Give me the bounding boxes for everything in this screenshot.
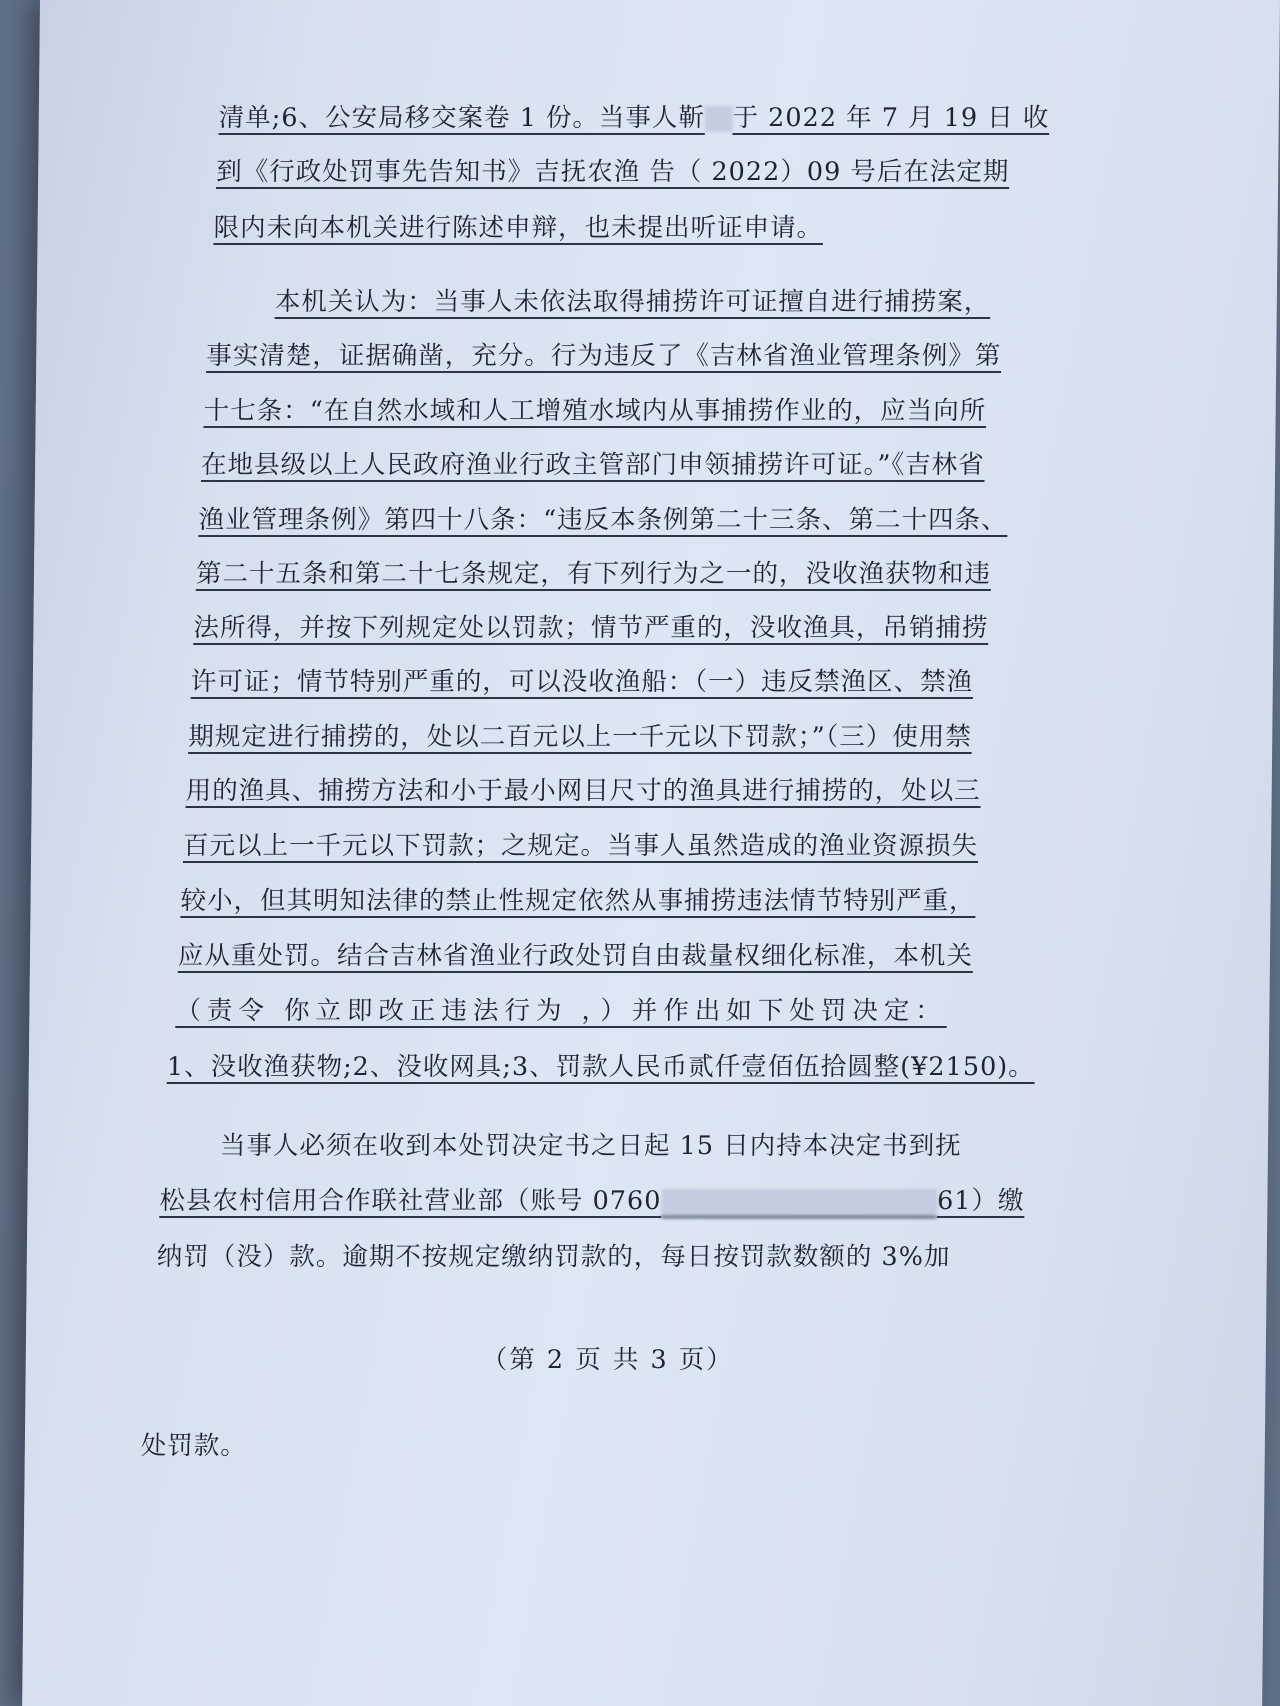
text-line: 用的渔具、捕捞方法和小于最小网目尺寸的渔具进行捕捞的，处以三 bbox=[185, 776, 981, 806]
text-line: 渔业管理条例》第四十八条：“违反本条例第二十三条、第二十四条、 bbox=[198, 505, 1008, 535]
text-line: 到《行政处罚事先告知书》吉抚农渔 告（ 2022）09 号后在法定期 bbox=[216, 157, 1010, 187]
paragraph-first-line: 本机关认为：当事人未依法取得捕捞许可证擅自进行捕捞案， bbox=[274, 287, 991, 317]
penalty-decision-line: 1、没收渔获物;2、没收网具;3、罚款人民币贰仟壹佰伍拾圆整(¥2150)。 bbox=[166, 1052, 1035, 1082]
text-line: 限内未向本机关进行陈述申辩，也未提出听证申请。 bbox=[213, 213, 824, 243]
text-line: 第二十五条和第二十七条规定，有下列行为之一的，没收渔获物和违 bbox=[195, 559, 992, 589]
text-line bbox=[218, 103, 1050, 133]
text-line: 十七条：“在自然水域和人工增殖水域内从事捕捞作业的，应当向所 bbox=[203, 396, 987, 426]
text-line: （责令 你立即改正违法行为 ，）并作出如下处罚决定： bbox=[175, 996, 948, 1026]
text-line: 法所得，并按下列规定处以罚款；情节严重的，没收渔具，吊销捕捞 bbox=[193, 613, 989, 643]
text-line bbox=[159, 1186, 1025, 1216]
text-line: 纳罚（没）款。逾期不按规定缴纳罚款的，每日按罚款数额的 3%加 bbox=[156, 1242, 951, 1272]
text-line: 许可证；情节特别严重的，可以没收渔船：（一）违反禁渔区、禁渔 bbox=[190, 667, 974, 697]
text-line: 较小，但其明知法律的禁止性规定依然从事捕捞违法情节特别严重， bbox=[180, 886, 976, 916]
text-line: 期规定进行捕捞的，处以二百元以上一千元以下罚款；”（三）使用禁 bbox=[188, 722, 972, 752]
text-line: 应从重处罚。结合吉林省渔业行政处罚自由裁量权细化标准，本机关 bbox=[177, 941, 974, 971]
text-segment: 松县农村信用合作联社营业部（账号 0760 bbox=[159, 1186, 662, 1216]
text-segment: 于 2022 年 7 月 19 日 收 bbox=[732, 103, 1050, 133]
text-segment: 61）缴 bbox=[936, 1186, 1025, 1216]
text-line: 在地县级以上人民政府渔业行政主管部门申领捕捞许可证。”《吉林省 bbox=[200, 450, 985, 480]
redacted-name bbox=[705, 106, 733, 132]
paragraph-first-line: 当事人必须在收到本处罚决定书之日起 15 日内持本决定书到抚 bbox=[219, 1131, 962, 1161]
redacted-account-number bbox=[661, 1189, 937, 1215]
text-segment: 清单;6、公安局移交案卷 1 份。当事人靳 bbox=[218, 103, 706, 133]
page-indicator: （第 2 页 共 3 页） bbox=[481, 1345, 734, 1375]
document-page bbox=[22, 0, 1280, 1706]
text-line: 百元以上一千元以下罚款；之规定。当事人虽然造成的渔业资源损失 bbox=[182, 831, 979, 861]
text-line: 处罚款。 bbox=[140, 1431, 248, 1461]
text-line: 事实清楚，证据确凿，充分。行为违反了《吉林省渔业管理条例》第 bbox=[206, 341, 1002, 371]
